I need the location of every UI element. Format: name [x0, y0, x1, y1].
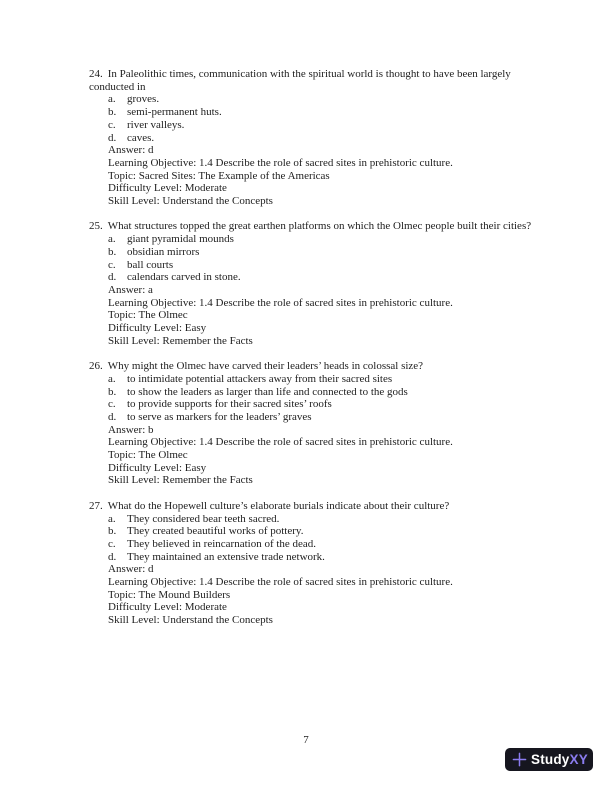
option-a	[89, 373, 559, 386]
topic-line: Topic: The Olmec	[108, 449, 188, 462]
option-letter: d.	[108, 131, 117, 144]
option-text: ball courts	[127, 258, 174, 271]
option-text: obsidian mirrors	[127, 245, 200, 258]
question-line: What do the Hopewell culture’s elaborate burials indicate about their culture?	[107, 499, 450, 512]
question-number: 25.	[89, 220, 103, 233]
option-letter: a.	[108, 233, 116, 246]
question-text	[89, 360, 559, 373]
option-b	[89, 246, 559, 259]
answer-line: Answer: a	[108, 283, 153, 296]
plus-icon	[512, 752, 527, 767]
difficulty-line: Difficulty Level: Easy	[108, 322, 207, 335]
option-a	[89, 233, 559, 246]
learning-objective-line: Learning Objective: 1.4 Describe the role of sacred sites in prehistoric culture.	[108, 436, 453, 449]
option-text: groves.	[127, 93, 160, 106]
question-line: conducted in	[89, 80, 146, 93]
option-a	[89, 513, 559, 526]
option-text: They believed in reincarnation of the dead.	[127, 537, 317, 550]
questions-content	[89, 68, 559, 640]
option-text: They maintained an extensive trade network.	[127, 550, 325, 563]
question-block-27	[89, 500, 559, 627]
answer-line: Answer: d	[108, 563, 154, 576]
answer-line: Answer: d	[108, 144, 154, 157]
skill-level-line: Skill Level: Remember the Facts	[108, 474, 253, 487]
option-text: to serve as markers for the leaders’ graves	[127, 410, 312, 423]
skill-level-line: Skill Level: Understand the Concepts	[108, 614, 273, 627]
option-text: They considered bear teeth sacred.	[127, 512, 280, 525]
option-b	[89, 525, 559, 538]
option-letter: d.	[108, 410, 117, 423]
learning-objective-line: Learning Objective: 1.4 Describe the role of sacred sites in prehistoric culture.	[108, 296, 453, 309]
question-block-25	[89, 220, 559, 347]
option-letter: b.	[108, 385, 117, 398]
option-text: to provide supports for their sacred sites’ roofs	[127, 398, 332, 411]
studyxy-logo-badge	[505, 748, 593, 771]
question-number: 27.	[89, 499, 103, 512]
option-text: caves.	[127, 131, 155, 144]
topic-line: Topic: The Mound Builders	[108, 588, 231, 601]
question-block-24	[89, 68, 559, 208]
option-d	[89, 411, 559, 424]
question-line: What structures topped the great earthen platforms on which the Olmec people built their cities?	[107, 220, 532, 233]
option-letter: d.	[108, 550, 117, 563]
difficulty-line: Difficulty Level: Moderate	[108, 601, 227, 614]
option-c	[89, 538, 559, 551]
option-text: to intimidate potential attackers away from their sacred sites	[127, 372, 393, 385]
option-d	[89, 132, 559, 145]
skill-level-line: Skill Level: Remember the Facts	[108, 334, 253, 347]
question-block-26	[89, 360, 559, 487]
option-letter: a.	[108, 512, 116, 525]
learning-objective-line: Learning Objective: 1.4 Describe the role of sacred sites in prehistoric culture.	[108, 576, 453, 589]
option-text: river valleys.	[127, 118, 185, 131]
question-text	[89, 500, 559, 513]
option-letter: c.	[108, 118, 116, 131]
option-text: giant pyramidal mounds	[127, 233, 234, 246]
brand-name-secondary: XY	[569, 751, 588, 767]
option-c	[89, 398, 559, 411]
option-text: semi-permanent huts.	[127, 106, 222, 119]
page-number: 7	[303, 734, 309, 746]
option-a	[89, 93, 559, 106]
answer-line: Answer: b	[108, 423, 154, 436]
question-number: 24.	[89, 68, 103, 80]
option-letter: c.	[108, 537, 116, 550]
option-text: to show the leaders as larger than life and connected to the gods	[127, 385, 408, 398]
option-letter: a.	[108, 372, 116, 385]
brand-name-primary: Study	[531, 751, 570, 767]
option-letter: a.	[108, 93, 116, 106]
option-letter: b.	[108, 106, 117, 119]
option-d	[89, 271, 559, 284]
option-letter: c.	[108, 398, 116, 411]
option-letter: b.	[108, 525, 117, 538]
option-d	[89, 551, 559, 564]
question-text	[89, 68, 559, 81]
difficulty-line: Difficulty Level: Easy	[108, 461, 207, 474]
question-number: 26.	[89, 360, 103, 373]
topic-line: Topic: Sacred Sites: The Example of the Americas	[108, 169, 330, 182]
option-text: They created beautiful works of pottery.	[127, 525, 304, 538]
question-line: In Paleolithic times, communication with the spiritual world is thought to have been largely	[107, 68, 511, 80]
learning-objective-line: Learning Objective: 1.4 Describe the role of sacred sites in prehistoric culture.	[108, 156, 453, 169]
option-letter: b.	[108, 245, 117, 258]
skill-level-line: Skill Level: Understand the Concepts	[108, 195, 273, 208]
option-c	[89, 259, 559, 272]
option-letter: d.	[108, 271, 117, 284]
option-letter: c.	[108, 258, 116, 271]
option-b	[89, 386, 559, 399]
option-b	[89, 106, 559, 119]
topic-line: Topic: The Olmec	[108, 309, 188, 322]
question-line: Why might the Olmec have carved their leaders’ heads in colossal size?	[107, 360, 424, 373]
brand-name	[531, 753, 588, 767]
option-c	[89, 119, 559, 132]
option-text: calendars carved in stone.	[127, 271, 241, 284]
question-text	[89, 220, 559, 233]
difficulty-line: Difficulty Level: Moderate	[108, 182, 227, 195]
